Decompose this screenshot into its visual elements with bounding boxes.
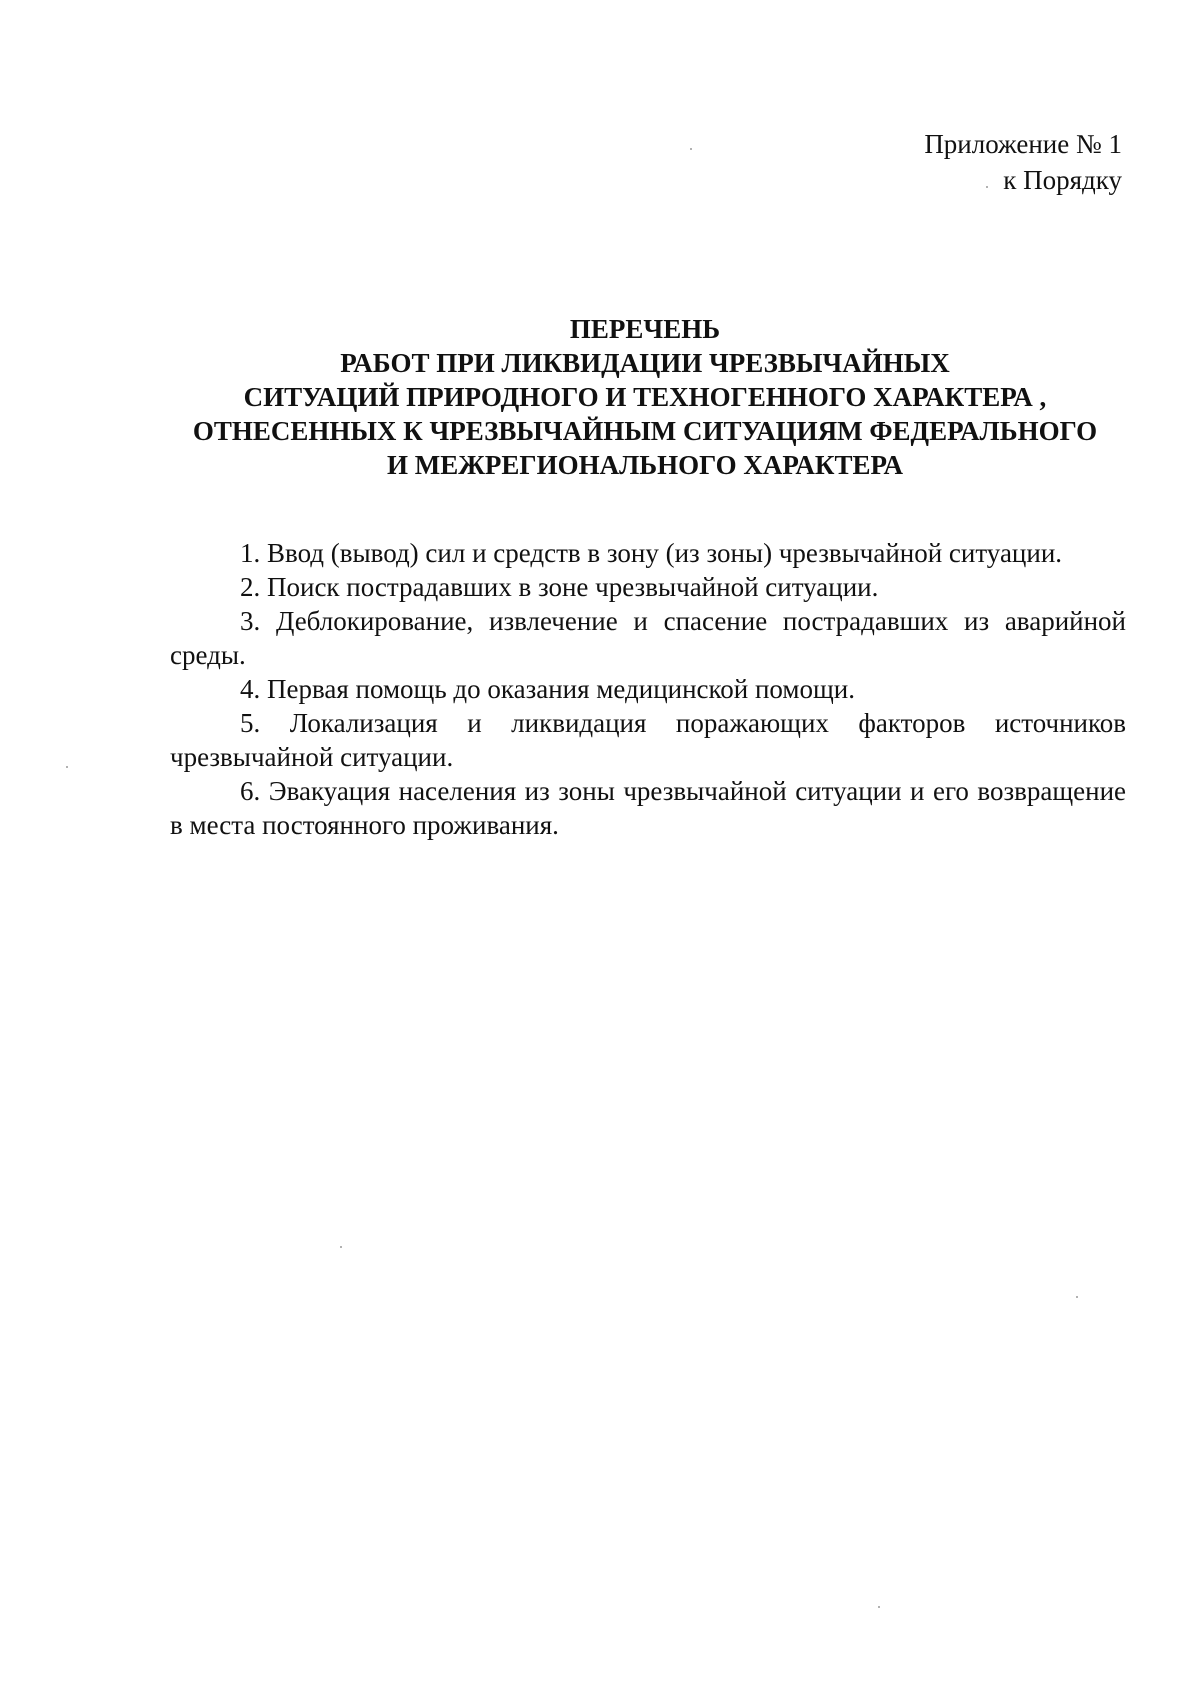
works-list [170, 536, 1126, 842]
appendix-number: Приложение № 1 [924, 129, 1122, 159]
title-line: ОТНЕСЕННЫХ К ЧРЕЗВЫЧАЙНЫМ СИТУАЦИЯМ ФЕДЕРАЛЬНОГО [192, 416, 1098, 446]
list-item: 3. Деблокирование, извлечение и спасение пострадавших из аварийной среды. [170, 606, 1126, 670]
list-item: 1. Ввод (вывод) сил и средств в зону (из зоны) чрезвычайной ситуации. [240, 538, 1063, 568]
appendix-reference [924, 126, 1122, 198]
list-item: 5. Локализация и ликвидация поражающих факторов источников чрезвычайной ситуации. [170, 708, 1126, 772]
title-line: И МЕЖРЕГИОНАЛЬНОГО ХАРАКТЕРА [386, 450, 904, 480]
appendix-order-ref: к Порядку [1003, 165, 1122, 195]
list-item: 4. Первая помощь до оказания медицинской помощи. [240, 674, 855, 704]
scan-speck [986, 186, 988, 188]
scan-speck [1076, 1296, 1078, 1298]
title-line: СИТУАЦИЙ ПРИРОДНОГО И ТЕХНОГЕННОГО ХАРАКТЕРА , [243, 382, 1047, 412]
scan-speck [340, 1246, 342, 1248]
document-title [150, 312, 1140, 482]
title-line: РАБОТ ПРИ ЛИКВИДАЦИИ ЧРЕЗВЫЧАЙНЫХ [340, 348, 950, 378]
title-line: ПЕРЕЧЕНЬ [569, 314, 721, 344]
list-item: 6. Эвакуация населения из зоны чрезвычайной ситуации и его возвращение в места постоянного проживания. [170, 776, 1126, 840]
scan-speck [690, 148, 692, 150]
scan-speck [66, 766, 68, 768]
list-item: 2. Поиск пострадавших в зоне чрезвычайной ситуации. [240, 572, 879, 602]
scan-speck [878, 1606, 880, 1608]
